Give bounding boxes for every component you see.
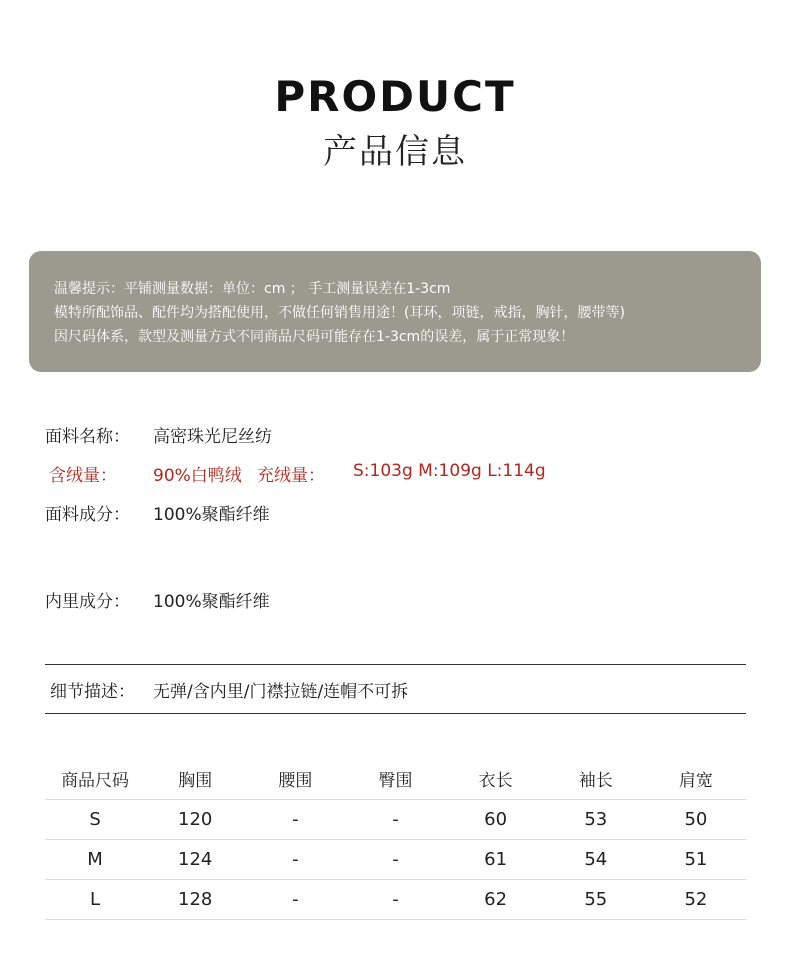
down-content-label: 含绒量： <box>49 466 117 486</box>
lining-composition-label: 内里成分： <box>45 592 130 612</box>
fill-weight-label: 充绒量： <box>257 466 325 486</box>
down-content-value: 90%白鸭绒 <box>153 466 242 486</box>
fill-weight-value: S:103g M:109g L:114g <box>353 461 546 481</box>
header-waist: 腰围 <box>245 759 345 799</box>
lining-composition-value: 100%聚酯纤维 <box>153 592 270 612</box>
header-chest: 胸围 <box>145 759 245 799</box>
table-cell: - <box>245 879 345 919</box>
table-row <box>45 799 746 839</box>
detail-value: 无弹/含内里/门襟拉链/连帽不可拆 <box>153 682 409 702</box>
table-cell: 55 <box>546 879 646 919</box>
table-cell: 54 <box>546 839 646 879</box>
notice-box <box>29 251 761 372</box>
notice-line-3: 因尺码体系，款型及测量方式不同商品尺码可能存在1-3cm的误差，属于正常现象！ <box>54 329 575 345</box>
fabric-composition-label: 面料成分： <box>45 505 130 525</box>
table-cell: 128 <box>145 879 245 919</box>
table-cell: - <box>345 879 445 919</box>
fabric-composition-value: 100%聚酯纤维 <box>153 505 270 525</box>
table-cell: 50 <box>646 799 746 839</box>
header-hip: 臀围 <box>345 759 445 799</box>
notice-line-1: 温馨提示：平铺测量数据：单位：cm ； 手工测量误差在1-3cm <box>54 281 451 297</box>
size-table <box>45 759 746 920</box>
table-cell: S <box>45 799 145 839</box>
header-sleeve: 袖长 <box>546 759 646 799</box>
header-size: 商品尺码 <box>45 759 145 799</box>
table-cell: 52 <box>646 879 746 919</box>
table-cell: M <box>45 839 145 879</box>
table-cell: 53 <box>546 799 646 839</box>
table-cell: 124 <box>145 839 245 879</box>
table-cell: - <box>245 799 345 839</box>
table-cell: - <box>345 799 445 839</box>
fabric-name-label: 面料名称： <box>45 427 130 447</box>
fabric-name-value: 高密珠光尼丝纺 <box>153 427 272 447</box>
table-cell: 120 <box>145 799 245 839</box>
table-cell: 51 <box>646 839 746 879</box>
divider-bottom <box>45 713 746 714</box>
header-length: 衣长 <box>446 759 546 799</box>
table-cell: 61 <box>446 839 546 879</box>
table-cell: 60 <box>446 799 546 839</box>
divider-top <box>45 664 746 665</box>
table-row <box>45 879 746 919</box>
table-cell: - <box>245 839 345 879</box>
page-title-cn: 产品信息 <box>323 132 467 172</box>
table-cell: - <box>345 839 445 879</box>
size-table-header <box>45 759 746 799</box>
detail-label: 细节描述： <box>50 682 135 702</box>
table-cell: L <box>45 879 145 919</box>
header-shoulder: 肩宽 <box>646 759 746 799</box>
page-title-en: PRODUCT <box>274 72 516 121</box>
table-row <box>45 839 746 879</box>
table-cell: 62 <box>446 879 546 919</box>
notice-line-2: 模特所配饰品、配件均为搭配使用，不做任何销售用途！(耳环，项链，戒指，胸针，腰带等) <box>54 305 625 321</box>
